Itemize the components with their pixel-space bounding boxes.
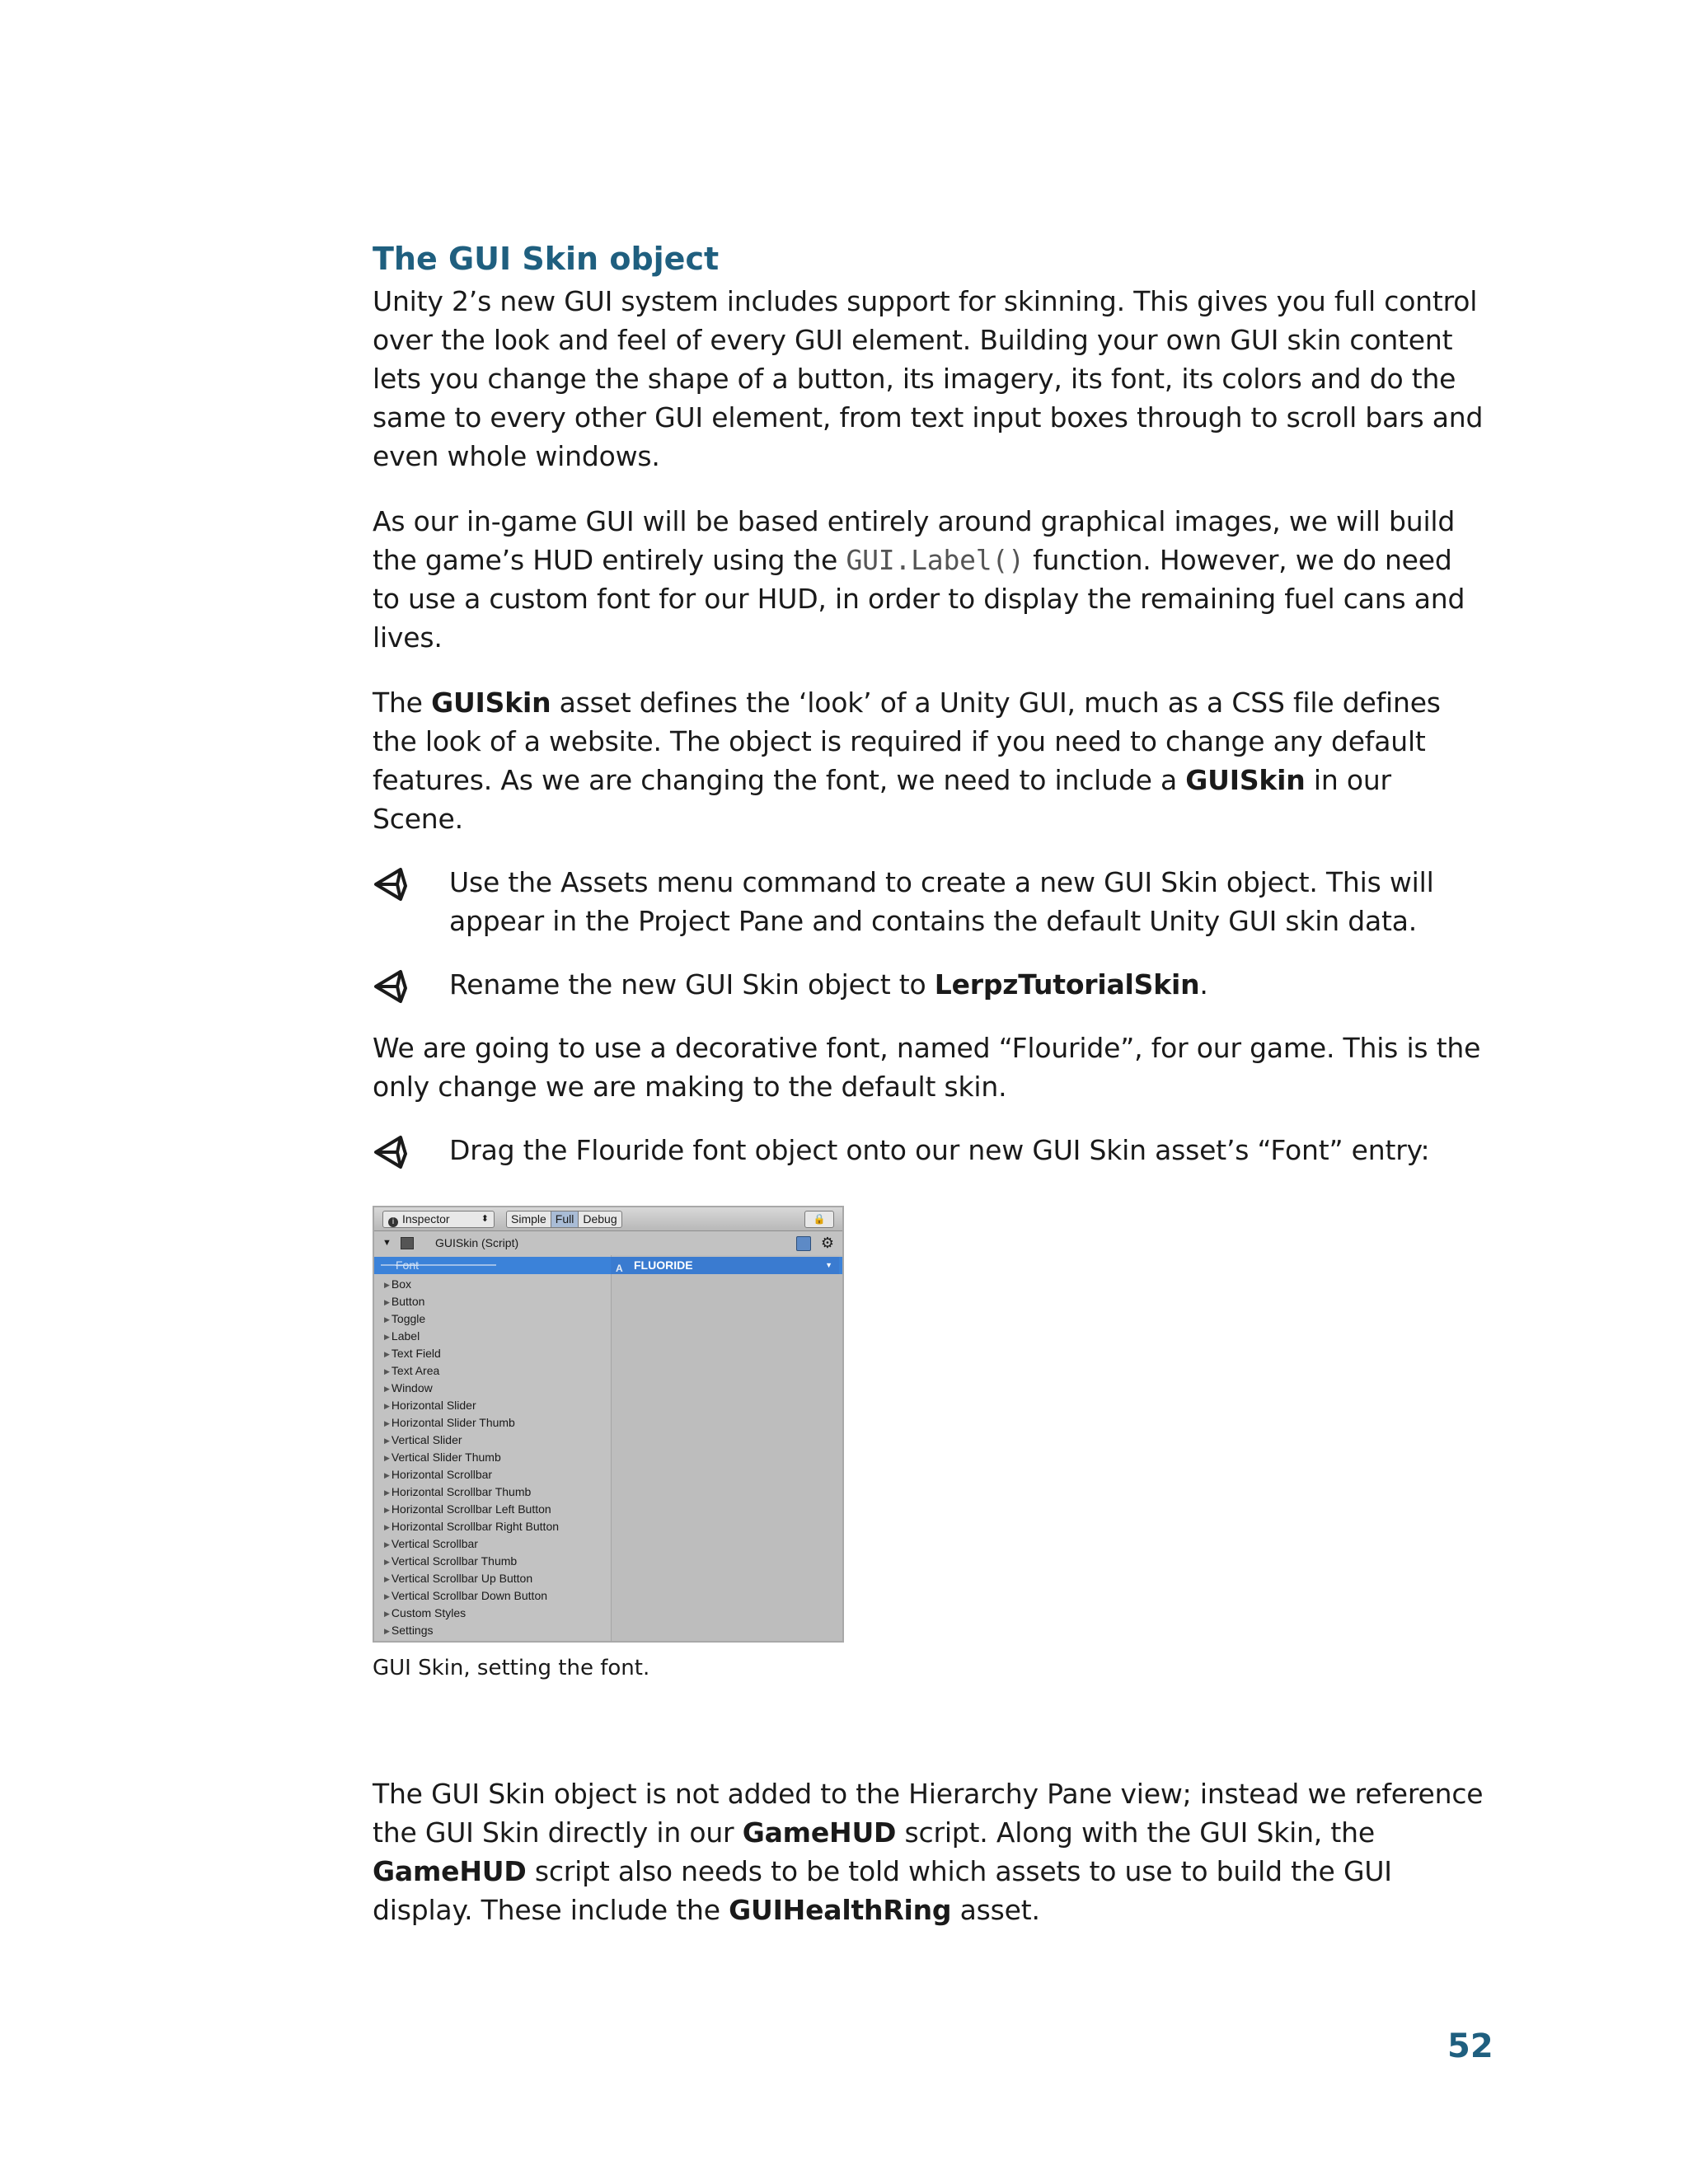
style-item[interactable] [384, 1466, 559, 1483]
style-item-label: Settings [391, 1624, 434, 1637]
style-item-label: Horizontal Scrollbar Right Button [391, 1520, 560, 1533]
paragraph-intro: Unity 2’s new GUI system includes support for skinning. This gives you full control over the look and feel of every GUI element. Building your own GUI skin content lets you change the shape of a button, its imagery, its font, its colors and do the same to every other GUI element, from text input boxes through to scroll bars and even whole windows. [373, 285, 1484, 472]
collapse-triangle-icon[interactable]: ▼ [382, 1238, 392, 1248]
paragraph-guiskin-text-3: in our Scene. [373, 764, 1391, 835]
gear-icon[interactable]: ⚙ [820, 1235, 834, 1251]
expand-arrow-icon: ▶ [384, 1488, 390, 1497]
unity-logo-icon [373, 1134, 409, 1170]
expand-arrow-icon: ▶ [384, 1454, 390, 1462]
style-item[interactable] [384, 1362, 559, 1380]
view-mode-toggle [506, 1211, 622, 1228]
script-icon [401, 1237, 414, 1249]
paragraph-hud [373, 502, 1487, 657]
page-content [373, 239, 1487, 1929]
paragraph-font: We are going to use a decorative font, named “Flouride”, for our game. This is the only change we are making to the default skin. [373, 1032, 1481, 1103]
style-item-label: Horizontal Scrollbar Thumb [391, 1485, 532, 1498]
style-item-label: Horizontal Scrollbar [391, 1468, 493, 1481]
inspector-toolbar [374, 1207, 842, 1231]
style-item[interactable] [384, 1293, 559, 1310]
inspector-tab[interactable] [382, 1211, 495, 1228]
style-item-label: Text Field [391, 1347, 441, 1360]
term-guihealthring: GUIHealthRing [729, 1894, 952, 1926]
page-number: 52 [1447, 2027, 1493, 2065]
style-item-label: Horizontal Slider Thumb [391, 1416, 515, 1429]
expand-arrow-icon: ▶ [384, 1610, 390, 1618]
paragraph-gamehud-text-3: script also needs to be told which assets to use to build the GUI display. These include the [373, 1855, 1392, 1926]
paragraph-guiskin [373, 683, 1487, 838]
style-item[interactable] [384, 1328, 559, 1345]
mode-simple[interactable]: Simple [507, 1212, 551, 1227]
style-item[interactable] [384, 1276, 559, 1293]
paragraph-gamehud-text-4: asset. [951, 1894, 1040, 1926]
style-item[interactable] [384, 1587, 559, 1605]
dropdown-arrow-icon[interactable]: ▼ [825, 1261, 832, 1269]
inspector-body [374, 1255, 842, 1641]
term-guiskin-1: GUISkin [431, 687, 551, 719]
step-rename-end: . [1199, 968, 1208, 1001]
font-row-label: Font [396, 1258, 420, 1272]
style-item[interactable] [384, 1432, 559, 1449]
inspector-tab-label: Inspector [402, 1212, 450, 1226]
paragraph-gamehud [373, 1774, 1487, 1929]
style-item[interactable] [384, 1535, 559, 1553]
expand-arrow-icon: ▶ [384, 1506, 390, 1514]
style-item-label: Button [391, 1295, 425, 1308]
expand-arrow-icon: ▶ [384, 1575, 390, 1583]
paragraph-gamehud-text-1: The GUI Skin object is not added to the Hierarchy Pane view; instead we reference the GUI Skin directly in our [373, 1778, 1484, 1849]
style-item-label: Vertical Scrollbar Down Button [391, 1589, 548, 1602]
expand-arrow-icon: ▶ [384, 1315, 390, 1324]
component-title: GUISkin (Script) [435, 1236, 519, 1249]
expand-arrow-icon: ▶ [384, 1281, 390, 1289]
value-column [611, 1255, 842, 1641]
style-item-label: Vertical Slider Thumb [391, 1451, 501, 1464]
term-lerpz-skin: LerpzTutorialSkin [934, 968, 1200, 1001]
style-item-label: Text Area [391, 1364, 440, 1377]
paragraph-gamehud-text-2: script. Along with the GUI Skin, the [896, 1816, 1375, 1849]
step-drag-font [373, 1131, 1487, 1169]
paragraph-hud-text-2: function. However, we do need to use a custom font for our HUD, in order to display the remaining fuel cans and lives. [373, 544, 1465, 654]
expand-arrow-icon: ▶ [384, 1540, 390, 1549]
style-item[interactable] [384, 1380, 559, 1397]
updown-arrows-icon: ⬍ [481, 1214, 489, 1224]
expand-arrow-icon: ▶ [384, 1367, 390, 1376]
style-item-label: Box [391, 1277, 412, 1291]
style-list [384, 1276, 559, 1639]
expand-arrow-icon: ▶ [384, 1471, 390, 1479]
paragraph-guiskin-text-1: The [373, 687, 432, 719]
expand-arrow-icon: ▶ [384, 1350, 390, 1358]
expand-arrow-icon: ▶ [384, 1558, 390, 1566]
expand-arrow-icon: ▶ [384, 1419, 390, 1427]
step-create-skin-text: Use the Assets menu command to create a new GUI Skin object. This will appear in the Project Pane and contains the default Unity GUI skin data. [449, 866, 1434, 937]
mode-debug[interactable]: Debug [583, 1212, 617, 1226]
expand-arrow-icon: ▶ [384, 1627, 390, 1635]
expand-arrow-icon: ▶ [384, 1298, 390, 1306]
section-heading: The GUI Skin object [373, 241, 720, 277]
code-gui-label: GUI.Label() [846, 544, 1025, 576]
help-book-icon[interactable] [796, 1236, 811, 1251]
step-drag-font-text: Drag the Flouride font object onto our new GUI Skin asset’s “Font” entry: [449, 1134, 1430, 1166]
style-item[interactable] [384, 1449, 559, 1466]
style-item-label: Window [391, 1381, 433, 1394]
style-item-label: Vertical Slider [391, 1433, 462, 1446]
expand-arrow-icon: ▶ [384, 1592, 390, 1601]
expand-arrow-icon: ▶ [384, 1333, 390, 1341]
expand-arrow-icon: ▶ [384, 1523, 390, 1531]
style-item[interactable] [384, 1553, 559, 1570]
info-icon: i [388, 1217, 398, 1227]
unity-logo-icon [373, 968, 409, 1005]
step-rename-text: Rename the new GUI Skin object to [449, 968, 935, 1001]
term-gamehud-1: GameHUD [742, 1816, 897, 1849]
step-create-skin [373, 863, 1487, 940]
paragraph-hud-text-1: As our in-game GUI will be based entirely around graphical images, we will build the game’s HUD entirely using the [373, 505, 1456, 576]
style-item[interactable] [384, 1518, 559, 1535]
style-item[interactable] [384, 1414, 559, 1432]
style-item[interactable] [384, 1605, 559, 1622]
step-rename-skin [373, 965, 1487, 1004]
style-item-label: Horizontal Scrollbar Left Button [391, 1502, 551, 1516]
style-item-label: Toggle [391, 1312, 426, 1325]
font-asset-icon: A [616, 1263, 623, 1274]
style-item-label: Custom Styles [391, 1606, 467, 1619]
expand-arrow-icon: ▶ [384, 1402, 390, 1410]
style-item[interactable] [384, 1397, 559, 1414]
style-item[interactable] [384, 1501, 559, 1518]
style-item-label: Vertical Scrollbar [391, 1537, 478, 1550]
expand-arrow-icon: ▶ [384, 1436, 390, 1445]
style-item[interactable] [384, 1570, 559, 1587]
style-item-label: Horizontal Slider [391, 1399, 476, 1412]
inspector-screenshot [373, 1206, 844, 1643]
term-gamehud-2: GameHUD [373, 1855, 527, 1887]
font-field-value: FLUORIDE [634, 1258, 693, 1272]
term-guiskin-2: GUISkin [1185, 764, 1306, 796]
steps-group-2 [373, 1131, 1487, 1169]
steps-group-1 [373, 863, 1487, 1004]
style-item[interactable] [384, 1310, 559, 1328]
style-item[interactable] [384, 1622, 559, 1639]
lock-icon[interactable]: 🔒 [804, 1211, 834, 1228]
mode-full[interactable]: Full [551, 1212, 579, 1227]
component-header [374, 1231, 842, 1254]
style-item-label: Vertical Scrollbar Up Button [391, 1572, 533, 1585]
style-item[interactable] [384, 1483, 559, 1501]
paragraph-guiskin-text-2: asset defines the ‘look’ of a Unity GUI, much as a CSS file defines the look of a website. The object is required if you need to change any default features. As we are changing the font, we need to include a [373, 687, 1441, 796]
style-item-label: Vertical Scrollbar Thumb [391, 1554, 518, 1568]
expand-arrow-icon: ▶ [384, 1385, 390, 1393]
style-item-label: Label [391, 1329, 420, 1343]
figure-caption: GUI Skin, setting the font. [373, 1656, 650, 1680]
style-item[interactable] [384, 1345, 559, 1362]
unity-logo-icon [373, 866, 409, 902]
font-object-field[interactable] [611, 1257, 839, 1274]
